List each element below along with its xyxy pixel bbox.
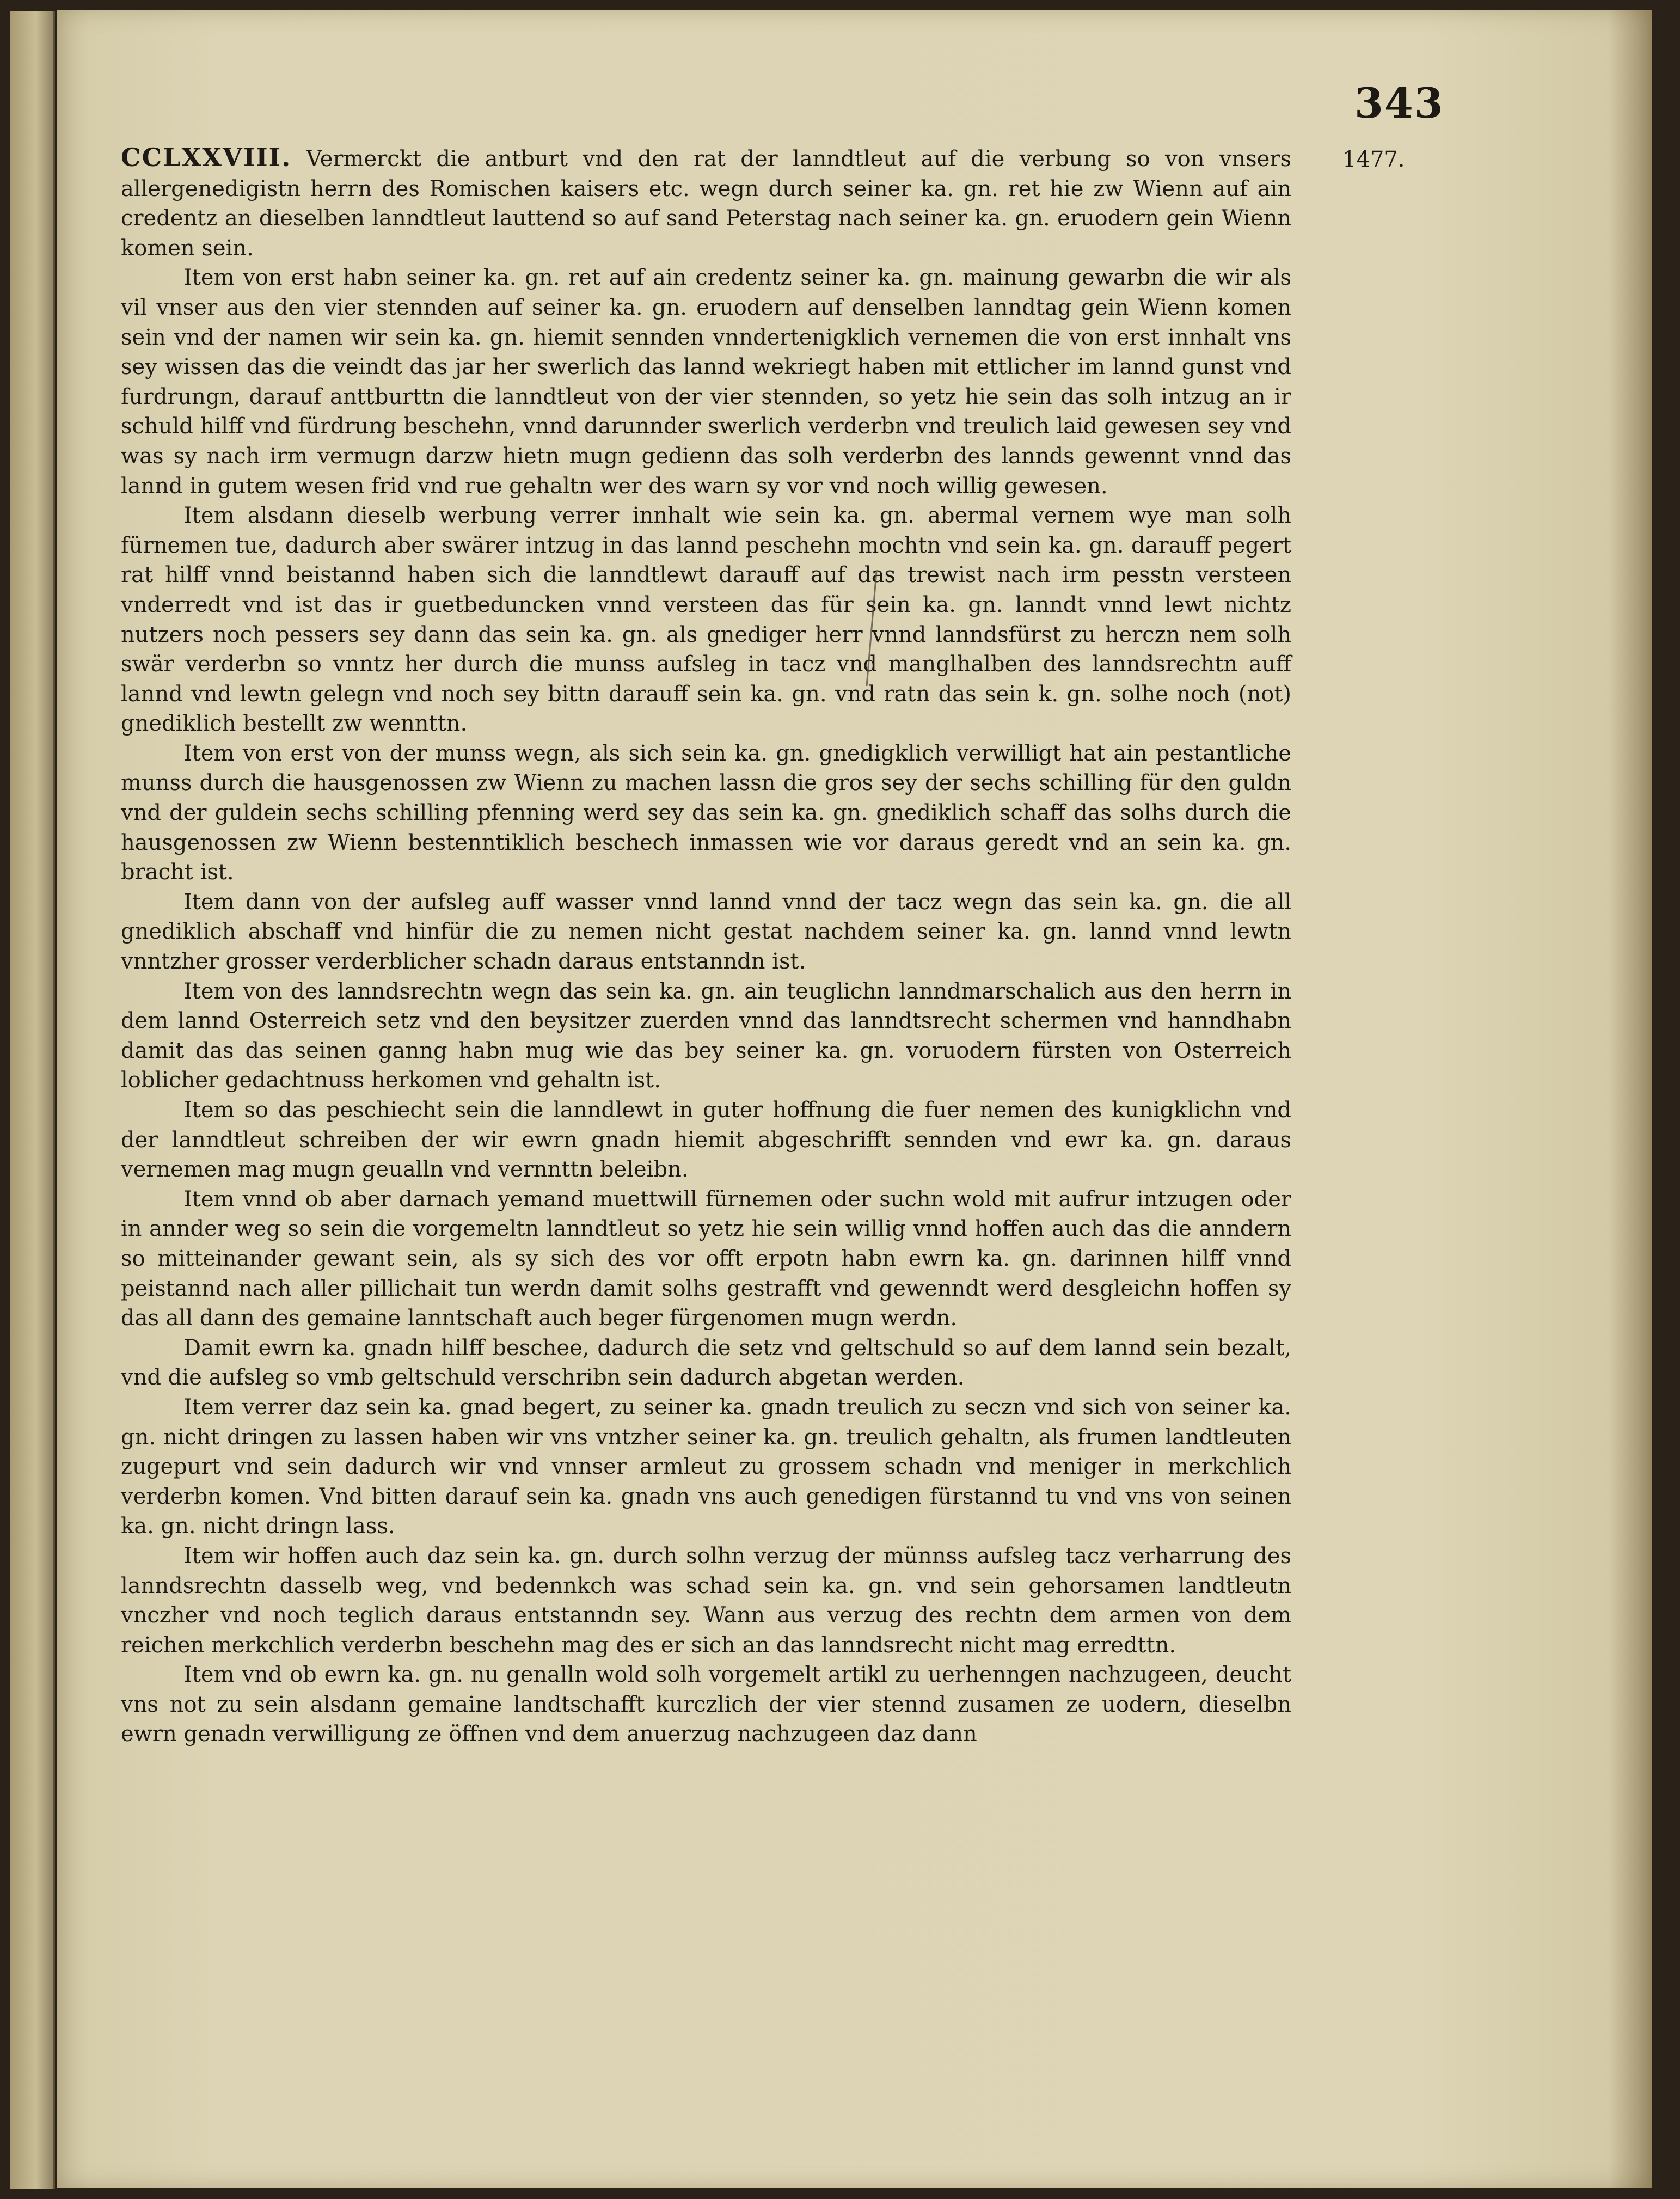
paragraph: Item dann von der aufsleg auff wasser vnnd lannd vnnd der tacz wegn das sein ka. gn. die all gnediklich abschaff vnd hinfür die zu nemen nicht gestat nachdem seiner ka. gn. lannd vnnd lewtn vnntzher grosser verderblicher schadn daraus entstanndn ist. <box>121 889 1291 975</box>
paragraph: Damit ewrn ka. gnadn hilff beschee, dadurch die setz vnd geltschuld so auf dem lannd sein bezalt, vnd die aufsleg so vmb geltschuld verschribn sein dadurch abgetan werden. <box>121 1335 1291 1391</box>
paragraph: Item wir hoffen auch daz sein ka. gn. durch solhn verzug der münnss aufsleg tacz verharrung des lanndsrechtn dasselb weg, vnd bedennkch was schad sein ka. gn. vnd sein gehorsamen landtleutn vnczher vnd noch teglich daraus entstanndn sey. Wann aus verzug des rechtn dem armen von dem reichen merkchlich verderbn beschehn mag des er sich an das lanndsrecht nicht mag erredttn. <box>121 1543 1291 1658</box>
document-number: CCLXXVIII. <box>121 143 292 172</box>
document-body <box>121 143 1291 1749</box>
paragraph: Item von des lanndsrechtn wegn das sein ka. gn. ain teuglichn lanndmarschalich aus den herrn in dem lannd Osterreich setz vnd den beysitzer zuerden vnnd das lanndtsrecht schermen vnd hanndhabn damit das das seinen ganng habn mug wie das bey seiner ka. gn. voruodern fürsten von Osterreich loblicher gedachtnuss herkomen vnd gehaltn ist. <box>121 978 1291 1093</box>
paragraph: Item von erst habn seiner ka. gn. ret auf ain credentz seiner ka. gn. mainung gewarbn die wir als vil vnser aus den vier stennden auf seiner ka. gn. eruodern auf denselben lanndtag gein Wienn komen sein vnd der namen wir sein ka. gn. hiemit sennden vnndertenigklich vernemen die von erst innhalt vns sey wissen das die veindt das jar her swerlich das lannd wekriegt haben mit ettlicher im lannd gunst vnd furdrungn, darauf anttburttn die lanndtleut von der vier stennden, so yetz hie sein das solh intzug an ir schuld hilff vnd fürdrung beschehn, vnnd darunnder swerlich verderbn vnd treulich laid gewesen sey vnd was sy nach irm vermugn darzw hietn mugn gedienn das solh verderbn des lannds gewennt vnnd das lannd in gutem wesen frid vnd rue gehaltn wer des warn sy vor vnd noch willig gewesen. <box>121 265 1291 499</box>
pencil-mark <box>860 569 882 689</box>
paragraph: Item von erst von der munss wegn, als sich sein ka. gn. gnedigklich verwilligt hat ain pestantliche munss durch die hausgenossen zw Wienn zu machen lassn die gros sey der sechs schilling für den guldn vnd der guldein sechs schilling pfenning werd sey das sein ka. gn. gnediklich schaff das solhs durch die hausgenossen zw Wienn bestenntiklich beschech inmassen wie vor daraus geredt vnd an sein ka. gn. bracht ist. <box>121 740 1291 885</box>
page-gutter-shadow <box>1609 10 1652 2188</box>
paragraph: Item so das peschiecht sein die lanndlewt in guter hoffnung die fuer nemen des kunigklichn vnd der lanndtleut schreiben der wir ewrn gnadn hiemit abgeschrifft sennden vnd ewr ka. gn. daraus vernemen mag mugn geualln vnd vernnttn beleibn. <box>121 1098 1291 1183</box>
page-number: 343 <box>1354 79 1444 127</box>
document-heading-paragraph <box>121 143 1291 263</box>
margin-year: 1477. <box>1342 147 1405 172</box>
paragraph: Item verrer daz sein ka. gnad begert, zu seiner ka. gnadn treulich zu seczn vnd sich von seiner ka. gn. nicht dringen zu lassen haben wir vns vntzher seiner ka. gn. treulich gehaltn, als frumen landtleuten zugepurt vnd sein dadurch wir vnd vnnser armleut zu grossem schadn vnd meniger in merkchlich verderbn komen. Vnd bitten darauf sein ka. gnadn vns auch genedigen fürstannd tu vnd vns von seinen ka. gn. nicht dringn lass. <box>121 1394 1291 1539</box>
paragraph: Item alsdann dieselb werbung verrer innhalt wie sein ka. gn. abermal vernem wye man solh fürnemen tue, dadurch aber swärer intzug in das lannd peschehn mochtn vnd sein ka. gn. darauff pegert rat hilff vnnd beistannd haben sich die lanndtlewt darauff auf das trewist nach irm pesstn versteen vnderredt vnd ist das ir guetbeduncken vnnd versteen das für sein ka. gn. lanndt vnnd lewt nichtz nutzers noch pessers sey dann das sein ka. gn. als gnediger herr vnnd lanndsfürst zu herczn nem solh swär verderbn so vnntz her durch die munss aufsleg in tacz vnd manglhalben des lanndsrechtn auff lannd vnd lewtn gelegn vnd noch sey bittn darauff sein ka. gn. vnd ratn das sein k. gn. solhe noch (not) gnediklich bestellt zw wennttn. <box>121 503 1291 737</box>
paragraph-text: Vermerckt die antburt vnd den rat der lanndtleut auf die verbung so von vnsers allergenedigistn herrn des Romischen kaisers etc. wegn durch seiner ka. gn. ret hie zw Wienn auf ain credentz an dieselben lanndtleut lauttend so auf sand Peterstag nach seiner ka. gn. eruodern gein Wienn komen sein. <box>121 146 1291 261</box>
paragraph: Item vnnd ob aber darnach yemand muettwill fürnemen oder suchn wold mit aufrur intzugen oder in annder weg so sein die vorgemeltn lanndtleut so yetz hie sein willig vnnd hoffen auch das die anndern so mitteinander gewant sein, als sy sich des vor offt erpotn habn ewrn ka. gn. darinnen hilff vnnd peistannd nach aller pillichait tun werdn damit solhs gestrafft vnd gewenndt werd desgleichn hoffen sy das all dann des gemaine lanntschaft auch beger fürgenomen mugn werdn. <box>121 1186 1291 1331</box>
previous-page-edge <box>10 11 55 2189</box>
paragraph: Item vnd ob ewrn ka. gn. nu genalln wold solh vorgemelt artikl zu uerhenngen nachzugeen, deucht vns not zu sein alsdann gemaine landtschafft kurczlich der vier stennd zusamen ze uodern, dieselbn ewrn genadn verwilligung ze öffnen vnd dem anuerzug nachzugeen daz dann <box>121 1662 1291 1747</box>
